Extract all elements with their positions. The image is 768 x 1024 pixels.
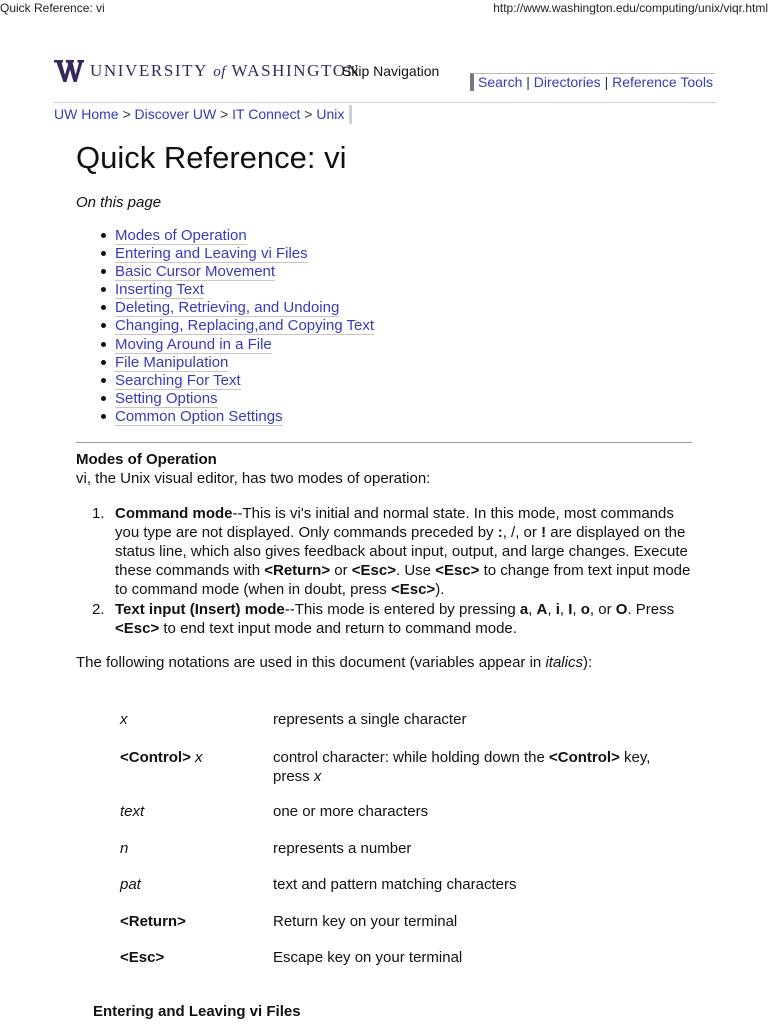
breadcrumb-discover-uw[interactable]: Discover UW: [134, 106, 217, 122]
notation-intro: The following notations are used in this document (variables appear in italics):: [76, 654, 593, 671]
utility-links: [470, 73, 715, 91]
toc-link-common-option-settings[interactable]: Common Option Settings: [115, 407, 283, 425]
separator: |: [604, 74, 609, 90]
toc-item: [100, 227, 374, 245]
notation-term: pat: [120, 876, 141, 893]
notation-definition: Return key on your terminal: [273, 913, 458, 930]
skip-navigation-link[interactable]: Skip Navigation: [342, 63, 440, 79]
notation-definition: Escape key on your terminal: [273, 949, 463, 966]
page-title: Quick Reference: vi: [76, 140, 347, 175]
toc-link-inserting-text[interactable]: Inserting Text: [115, 281, 204, 299]
section-title-entering-leaving: Entering and Leaving vi Files: [93, 1003, 301, 1020]
directories-link[interactable]: Directories: [533, 74, 601, 90]
breadcrumb-divider: [54, 102, 716, 103]
breadcrumb-unix[interactable]: Unix: [316, 106, 345, 122]
mode-item-command: 1. Command mode--This is vi's initial and normal state. In this mode, most commands you type are not displayed. Only commands preceded by :, /, or ! are displayed on the status line, which also gives feedback about input, output, and large changes. Execute these commands with <Return> or <Esc>. Use <Esc> to change from text input mode to command mode (when in doubt, press <Esc>).: [92, 505, 691, 598]
notation-definition: text and pattern matching characters: [273, 876, 517, 893]
toc-link-moving-around[interactable]: Moving Around in a File: [115, 335, 272, 353]
toc-item: [100, 317, 374, 335]
toc-item: [100, 245, 374, 263]
notation-term: text: [120, 803, 145, 820]
toc-link-entering-and-leaving[interactable]: Entering and Leaving vi Files: [115, 245, 308, 263]
print-header-title: Quick Reference: vi: [0, 1, 105, 15]
reference-tools-link[interactable]: Reference Tools: [612, 74, 714, 90]
modes-list: [92, 504, 692, 639]
uw-logo[interactable]: [54, 58, 360, 84]
print-header: [0, 1, 768, 17]
notation-definition: represents a number: [273, 840, 412, 857]
notation-term: <Control> x: [120, 749, 203, 766]
toc-link-file-manipulation[interactable]: File Manipulation: [115, 353, 229, 371]
section-title-modes: Modes of Operation: [76, 451, 217, 468]
toc-link-deleting[interactable]: Deleting, Retrieving, and Undoing: [115, 299, 340, 317]
notation-term: n: [120, 840, 129, 857]
toc-item: [100, 372, 374, 390]
toc-link-modes-of-operation[interactable]: Modes of Operation: [115, 227, 247, 244]
breadcrumb-separator: >: [122, 106, 131, 122]
toc-item: [100, 390, 374, 408]
breadcrumb-separator: >: [220, 106, 229, 122]
print-header-url: http://www.washington.edu/computing/unix/viqr.html: [493, 1, 768, 15]
notation-term: x: [120, 711, 128, 728]
toc-item: [100, 281, 374, 299]
toc-item: [100, 336, 374, 354]
toc-item: [100, 354, 374, 372]
breadcrumb: [54, 105, 352, 124]
breadcrumb-uw-home[interactable]: UW Home: [54, 106, 119, 122]
notation-definition: control character: while holding down the <Control> key, press x: [273, 749, 651, 785]
mode-item-text-input: 2. Text input (Insert) mode--This mode is entered by pressing a, A, i, I, o, or O. Press <Esc> to end text input mode and return to command mode.: [92, 601, 675, 637]
toc-link-changing[interactable]: Changing, Replacing,and Copying Text: [115, 317, 375, 335]
breadcrumb-it-connect[interactable]: IT Connect: [232, 106, 301, 122]
mode-number: 1.: [92, 505, 105, 522]
uw-w-logo-icon: [54, 59, 84, 83]
modes-intro: vi, the Unix visual editor, has two modes of operation:: [76, 470, 431, 487]
notation-definition: one or more characters: [273, 803, 429, 820]
search-link[interactable]: Search: [478, 74, 523, 90]
notation-term: <Esc>: [120, 949, 165, 966]
toc-link-setting-options[interactable]: Setting Options: [115, 389, 218, 407]
on-this-page-heading: On this page: [76, 194, 162, 211]
uw-wordmark: UNIVERSITY of WASHINGTON: [90, 61, 361, 80]
separator: |: [526, 74, 530, 90]
mode-number: 2.: [92, 601, 105, 618]
toc-link-basic-cursor-movement[interactable]: Basic Cursor Movement: [115, 263, 276, 281]
toc-item: [100, 299, 374, 317]
toc-list: [100, 227, 374, 426]
section-divider: [76, 442, 692, 443]
toc-item: [100, 408, 374, 426]
notation-term: <Return>: [120, 913, 186, 930]
toc-item: [100, 263, 374, 281]
breadcrumb-separator: >: [304, 106, 313, 122]
notation-definition: represents a single character: [273, 711, 467, 728]
toc-link-searching[interactable]: Searching For Text: [115, 371, 241, 389]
